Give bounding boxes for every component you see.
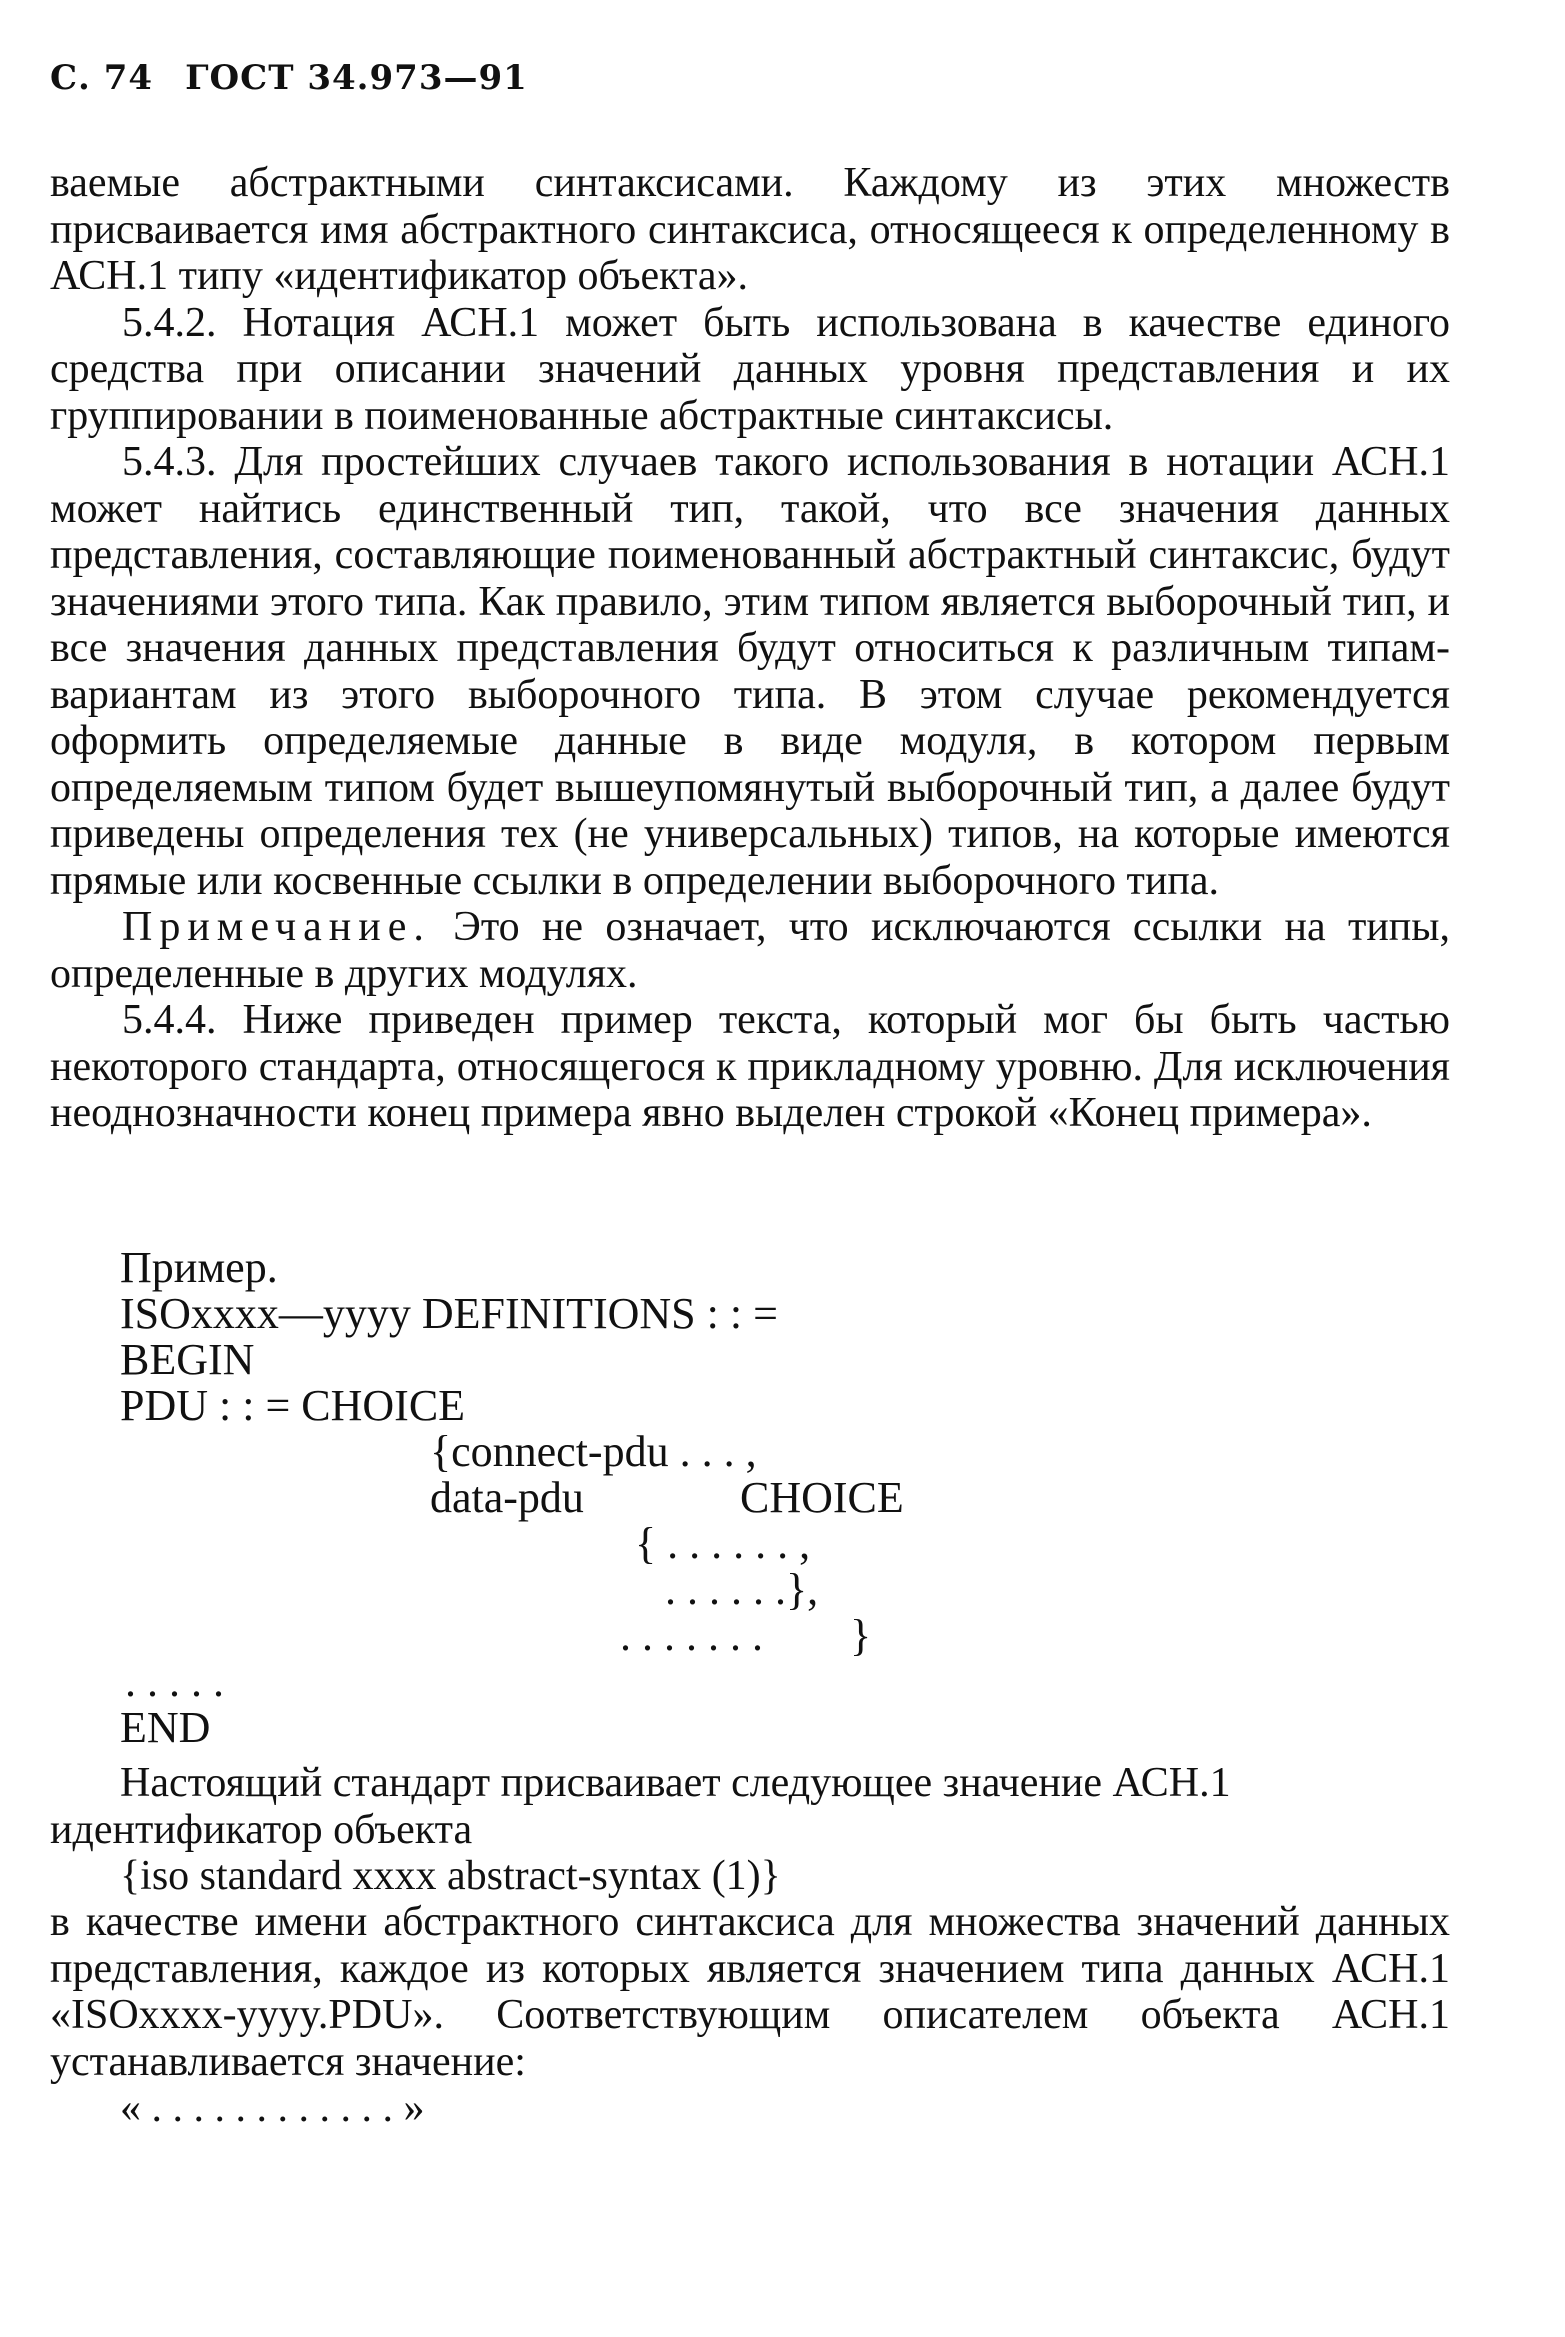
object-identifier: {iso standard xxxx abstract-syntax (1)} xyxy=(120,1853,781,1899)
code-line-pdu: PDU : : = CHOICE xyxy=(120,1381,466,1430)
tail-paragraph-2: в качестве имени абстрактного синтаксиса для множества значений данных представления, каждое из которых является значением типа данных АСН.1 «ISOxxxx-yyyy.PDU». Соответствующим описателем объекта АСН.1 устанавливается значение: xyxy=(50,1899,1450,2085)
code-line-data-pdu: data-pdu xyxy=(430,1473,584,1522)
code-line-data-pdu-choice: CHOICE xyxy=(740,1473,904,1522)
page-number: С. 74 xyxy=(50,58,154,98)
code-line-dots: . . . . . . . xyxy=(620,1611,763,1660)
paragraph-5-4-4: 5.4.4. Ниже приведен пример текста, который мог бы быть частью некоторого стандарта, относящегося к прикладному уровню. Для исключения неоднозначности конец примера явно выделен строкой «Конец примера». xyxy=(50,997,1450,1136)
code-line-ellipsis: . . . . . xyxy=(125,1657,224,1706)
code-line-connect-pdu: {connect-pdu . . . , xyxy=(430,1427,757,1476)
paragraph-continued: ваемые абстрактными синтаксисами. Каждому из этих множеств присваивается имя абстрактного синтаксиса, относящееся к определенному в АСН.1 типу «идентификатор объекта». xyxy=(50,160,1450,299)
code-line-end: END xyxy=(120,1703,211,1752)
standard-id: ГОСТ 34.973—91 xyxy=(185,58,528,98)
tail-paragraph-1: Настоящий стандарт присваивает следующее значение АСН.1 идентификатор объекта xyxy=(50,1760,1231,1853)
paragraph-5-4-3: 5.4.3. Для простейших случаев такого использования в нотации АСН.1 может найтись единственный тип, такой, что все значения данных представления, составляющие поименованный абстрактный синтаксис, будут значениями этого типа. Как правило, этим типом является выборочный тип, и все значения данных представления будут относиться к различным типам-вариантам из этого выборочного типа. В этом случае рекомендуется оформить определяемые данные в виде модуля, в котором первым определяемым типом будет вышеупомянутый выборочный тип, а далее будут приведены определения тех (не универсальных) типов, на которые имеются прямые или косвенные ссылки в определении выборочного типа. xyxy=(50,439,1450,904)
example-label: Пример. xyxy=(120,1243,278,1292)
code-line-close-brace: } xyxy=(850,1611,872,1660)
note-label: Примечание. xyxy=(122,904,431,950)
paragraph-5-4-2: 5.4.2. Нотация АСН.1 может быть использована в качестве единого средства при описании значений данных уровня представления и их группировании в поименованные абстрактные синтаксисы. xyxy=(50,299,1450,439)
code-line-open-brace: { . . . . . . , xyxy=(635,1519,811,1568)
note xyxy=(50,904,1450,997)
descriptor-value: « . . . . . . . . . . . . » xyxy=(120,2085,425,2131)
page-header xyxy=(50,58,528,98)
note-text: Это не означает, что исключаются ссылки на типы, определенные в других модулях. xyxy=(50,904,1450,997)
code-line-definitions: ISOxxxx—yyyy DEFINITIONS : : = xyxy=(120,1289,778,1338)
code-line-begin: BEGIN xyxy=(120,1335,255,1384)
body-text xyxy=(50,160,1450,1137)
code-line-dots-close: . . . . . .}, xyxy=(665,1565,819,1614)
